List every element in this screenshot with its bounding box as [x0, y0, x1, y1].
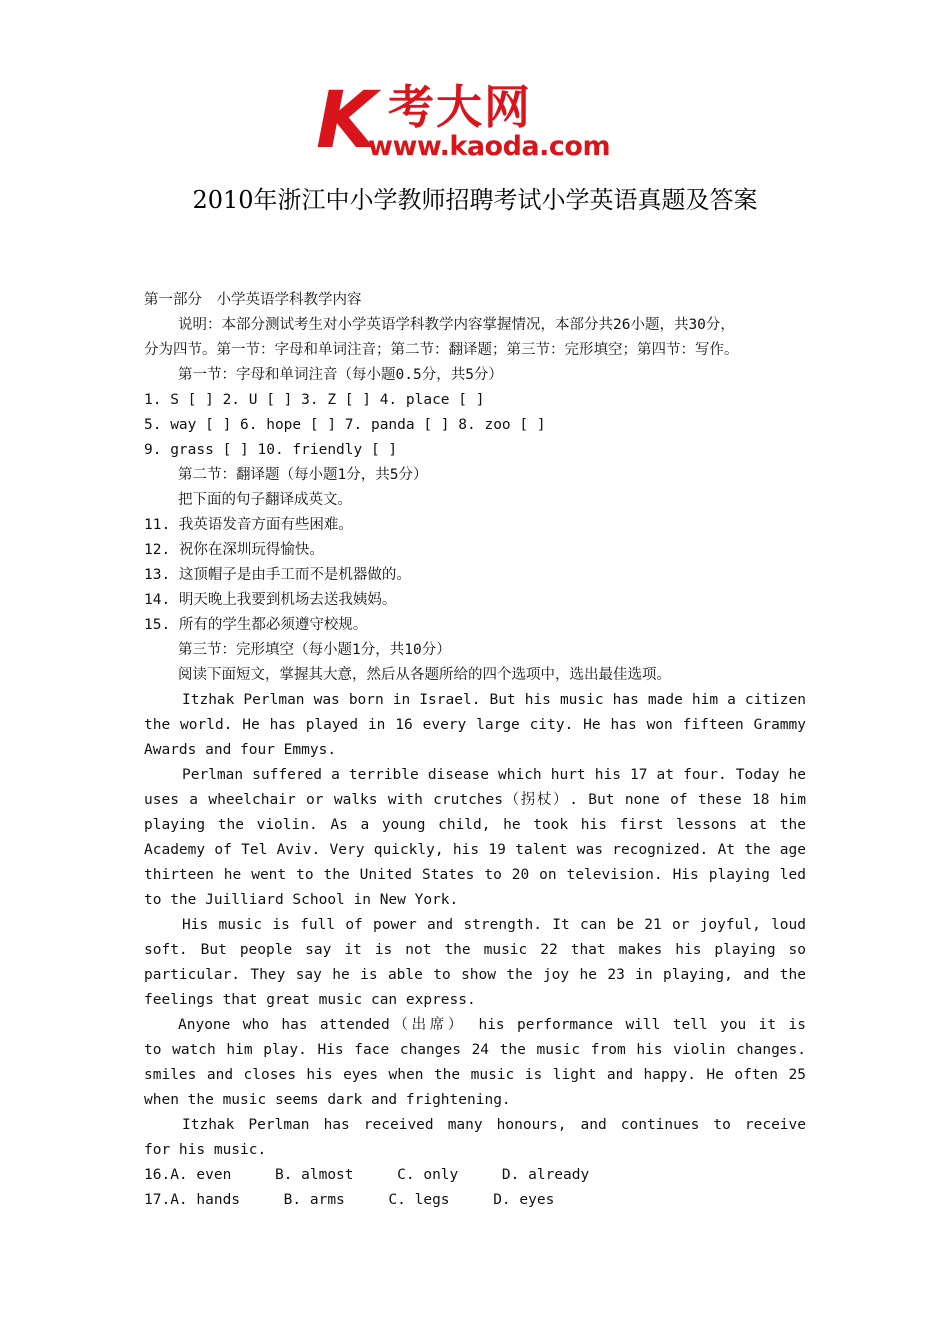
- question-row-9-10: 9. grass [ ] 10. friendly [ ]: [144, 442, 398, 458]
- passage-line: the world. He has played in 16 every large city. He has won fifteen Grammy: [144, 717, 806, 733]
- passage-line: particular. They say he is able to show the joy he 23 in playing, and the: [144, 967, 806, 983]
- part1-description-line2: 分为四节。第一节：字母和单词注音；第二节：翻译题；第三节：完形填空；第四节：写作。: [144, 342, 739, 358]
- passage-line: smiles and closes his eyes when the music is light and happy. He often 25: [144, 1067, 806, 1083]
- question-16-options: 16.A. even B. almost C. only D. already: [144, 1167, 590, 1183]
- passage-line: Perlman suffered a terrible disease which hurt his 17 at four. Today he: [182, 767, 806, 783]
- section2-heading: 第二节：翻译题（每小题1分，共5分）: [178, 467, 428, 483]
- passage-line: for his music.: [144, 1142, 267, 1158]
- question-13: 13. 这顶帽子是由手工而不是机器做的。: [144, 567, 411, 583]
- passage-line: feelings that great music can express.: [144, 992, 476, 1008]
- logo-k-mark: K: [316, 76, 377, 166]
- passage-line: His music is full of power and strength. It can be 21 or joyful, loud: [182, 917, 806, 933]
- question-12: 12. 祝你在深圳玩得愉快。: [144, 542, 324, 558]
- question-15: 15. 所有的学生都必须遵守校规。: [144, 617, 368, 633]
- passage-line: uses a wheelchair or walks with crutches（拐杖）. But none of these 18 him: [144, 792, 806, 808]
- section3-instruction: 阅读下面短文，掌握其大意，然后从各题所给的四个选项中，选出最佳选项。: [178, 667, 671, 683]
- passage-line: soft. But people say it is not the music 22 that makes his playing so: [144, 942, 806, 958]
- question-17-options: 17.A. hands B. arms C. legs D. eyes: [144, 1192, 555, 1208]
- question-row-5-8: 5. way [ ] 6. hope [ ] 7. panda [ ] 8. zoo [ ]: [144, 417, 546, 433]
- passage-line: playing the violin. As a young child, he took his first lessons at the: [144, 817, 806, 833]
- passage-line: to watch him play. His face changes 24 the music from his violin changes.: [144, 1042, 806, 1058]
- passage-line: to the Juilliard School in New York.: [144, 892, 459, 908]
- question-14: 14. 明天晚上我要到机场去送我姨妈。: [144, 592, 397, 608]
- section3-heading: 第三节：完形填空（每小题1分，共10分）: [178, 642, 451, 658]
- section2-instruction: 把下面的句子翻译成英文。: [178, 492, 352, 508]
- section1-heading: 第一节：字母和单词注音（每小题0.5分，共5分）: [178, 367, 503, 383]
- passage-line: Awards and four Emmys.: [144, 742, 337, 758]
- passage-line: Anyone who has attended（出席） his performance will tell you it is: [178, 1017, 806, 1033]
- part1-heading: 第一部分 小学英语学科教学内容: [144, 292, 362, 308]
- logo-url: www.kaoda.com: [368, 131, 611, 162]
- passage-line: Academy of Tel Aviv. Very quickly, his 19 talent was recognized. At the age: [144, 842, 806, 858]
- part1-description-line1: 说明：本部分测试考生对小学英语学科教学内容掌握情况，本部分共26小题，共30分，: [178, 317, 735, 333]
- question-11: 11. 我英语发音方面有些困难。: [144, 517, 353, 533]
- passage-line: when the music seems dark and frightening.: [144, 1092, 511, 1108]
- document-body: [144, 288, 806, 1213]
- passage-line: Itzhak Perlman has received many honours, and continues to receive: [182, 1117, 806, 1133]
- question-row-1-4: 1. S [ ] 2. U [ ] 3. Z [ ] 4. place [ ]: [144, 392, 485, 408]
- kaoda-logo: [316, 76, 638, 166]
- passage-line: thirteen he went to the United States to 20 on television. His playing led: [144, 867, 806, 883]
- logo-chinese-name: 考大网: [388, 80, 532, 134]
- passage-line: Itzhak Perlman was born in Israel. But his music has made him a citizen: [182, 692, 806, 708]
- document-title: 2010年浙江中小学教师招聘考试小学英语真题及答案: [192, 186, 758, 214]
